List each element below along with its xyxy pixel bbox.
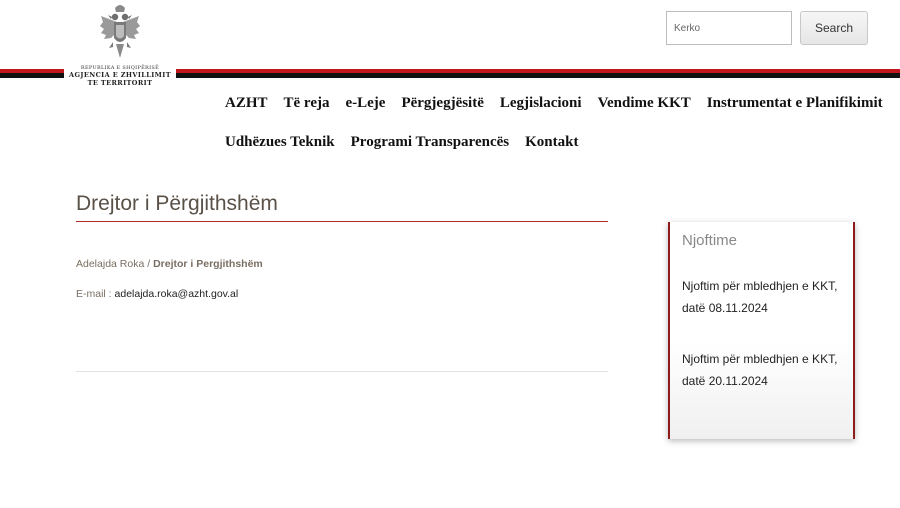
nav-item-instrumentat[interactable]: Instrumentat e Planifikimit	[706, 95, 883, 111]
person-role: Drejtor i Pergjithshëm	[153, 258, 263, 270]
email-link[interactable]: adelajda.roka@azht.gov.al	[114, 288, 239, 300]
notice-link[interactable]: Njoftim për mbledhjen e KKT, datë 20.11.2024	[682, 352, 838, 388]
logo-text-agency: AGJENCIA E ZHVILLIMIT	[69, 71, 171, 79]
title-divider	[76, 221, 608, 222]
email-info	[76, 288, 238, 300]
main-nav-row-2	[225, 134, 594, 151]
nav-item-e-leje[interactable]: e-Leje	[345, 95, 386, 111]
eagle-emblem-icon	[97, 2, 143, 64]
nav-item-udhezues-teknik[interactable]: Udhëzues Teknik	[225, 134, 335, 150]
notice-link[interactable]: Njoftim për mbledhjen e KKT, datë 08.11.2024	[682, 279, 838, 315]
nav-item-vendime-kkt[interactable]: Vendime KKT	[597, 95, 691, 111]
nav-item-pergjegjesite[interactable]: Përgjegjësitë	[401, 95, 484, 111]
nav-item-programi-transparences[interactable]: Programi Transparencës	[350, 134, 510, 150]
nav-item-legjislacioni[interactable]: Legjislacioni	[499, 95, 582, 111]
person-name: Adelajda Roka	[76, 258, 145, 270]
content-divider	[76, 371, 608, 372]
nav-item-te-reja[interactable]: Të reja	[283, 95, 330, 111]
sidebar-title: Njoftime	[682, 232, 738, 249]
site-logo[interactable]	[64, 0, 176, 92]
notices-sidebar	[668, 222, 855, 439]
page-title: Drejtor i Përgjithshëm	[76, 192, 278, 215]
search-button[interactable]: Search	[800, 11, 868, 45]
logo-text-republic: REPUBLIKA E SHQIPËRISË	[80, 65, 160, 71]
search-input[interactable]	[666, 11, 792, 45]
person-separator: /	[144, 258, 154, 270]
nav-item-kontakt[interactable]: Kontakt	[525, 134, 579, 150]
logo-text-territory: TE TERRITORIT	[87, 79, 153, 87]
nav-item-azht[interactable]: AZHT	[225, 95, 268, 111]
main-nav-row-1	[225, 95, 883, 112]
email-label: E-mail :	[76, 288, 115, 300]
person-info	[76, 258, 263, 270]
